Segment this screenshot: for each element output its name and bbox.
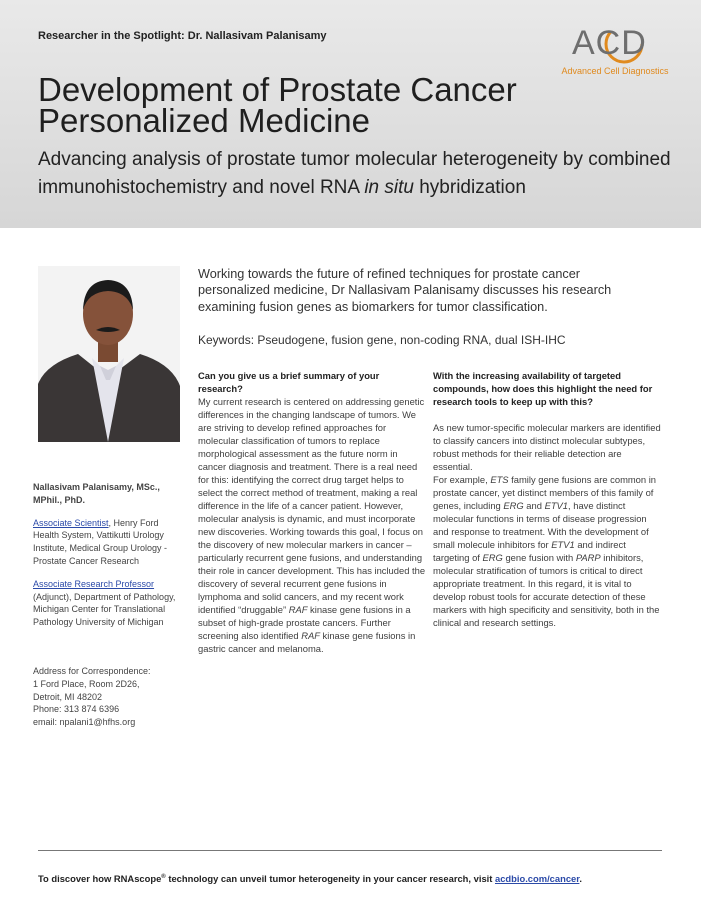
a2-part-b: family gene fusions are common in prostate cancer, yet distinct members of this family of genes, including	[433, 474, 657, 511]
role-1-link[interactable]: Associate Scientist	[33, 517, 109, 528]
address-label: Address for Correspondence:	[33, 665, 151, 676]
phone: Phone: 313 874 6396	[33, 704, 120, 715]
subtitle-pre: Advancing analysis of prostate tumor molecular heterogeneity by combined immunohistochemistry and novel RNA	[38, 149, 671, 198]
footer-mid: technology can unveil tumor heterogeneity in your cancer research, visit	[165, 873, 495, 884]
answer-1-part-3: kinase gene fusions in gastric cancer and melanoma.	[198, 630, 416, 654]
registered-mark: ®	[161, 873, 166, 880]
column-1	[198, 369, 426, 655]
subtitle-em: in situ	[364, 177, 414, 198]
address-line-1: 1 Ford Place, Room 2D26,	[33, 678, 140, 689]
question-1: Can you give us a brief summary of your research?	[198, 370, 380, 394]
author-role-1	[33, 517, 183, 568]
gene-ets: ETS	[490, 474, 509, 485]
question-2: With the increasing availability of targeted compounds, how does this highlight the need for research tools to keep up with this?	[433, 370, 653, 407]
acd-logo	[560, 22, 670, 82]
answer-1	[198, 395, 426, 655]
correspondence-address	[33, 665, 183, 729]
role-2-text: (Adjunct), Department of Pathology, Michigan Center for Translational Pathology University of Michigan	[33, 591, 176, 628]
gene-erg-1: ERG	[503, 500, 524, 511]
header-band	[0, 0, 701, 228]
keywords: Keywords: Pseudogene, fusion gene, non-coding RNA, dual ISH-IHC	[198, 333, 566, 347]
answer-2-para-2	[433, 473, 661, 629]
logo-text: Advanced Cell Diagnostics	[561, 66, 669, 76]
gene-erg-2: ERG	[482, 552, 503, 563]
answer-1-part-1: My current research is centered on addressing genetic differences in the changing landscape of tumors. We are striving to develop refined approaches for molecular classification of tumors to replace morphological assessment as the future norm in cancer diagnosis and treatment. There is a real need for this: identifying the correct drug target helps to select the correct method of treatment, making a real difference in the life of a cancer patient. However, molecular analysis is dynamic, and must incorporate new discoveries. Working towards this goal, I focus on the discovery of new molecular markers in cancer – particularly recurrent gene fusions, and understanding their role in cancer development. This has included the discovery of several recurrent gene fusions in lymphoma and solid cancers, and my recent work identified “druggable”	[198, 396, 426, 615]
a2-part-d: , have distinct molecular functions in terms of disease progression and response to treatment. With the development of small molecule inhibitors for	[433, 500, 649, 550]
researcher-photo	[38, 266, 180, 442]
a2-part-c: and	[523, 500, 545, 511]
a2-part-e: and indirect targeting of	[433, 539, 626, 563]
email: email: npalani1@hfhs.org	[33, 717, 136, 728]
a2-part-a: For example,	[433, 474, 491, 485]
title-line-2: Personalized Medicine	[38, 102, 371, 139]
author-name: Nallasivam Palanisamy, MSc., MPhil., PhD.	[33, 482, 160, 505]
spotlight-kicker: Researcher in the Spotlight: Dr. Nallasivam Palanisamy	[38, 30, 327, 42]
page-title	[38, 71, 658, 139]
title-line-1: Development of Prostate Cancer	[38, 71, 517, 108]
page-subtitle	[38, 146, 678, 202]
address-line-2: Detroit, MI 48202	[33, 691, 103, 702]
subtitle-post: hybridization	[413, 177, 526, 198]
author-role-2	[33, 578, 183, 629]
gene-parp: PARP	[575, 552, 601, 563]
intro-paragraph: Working towards the future of refined techniques for prostate cancer personalized medicine, Dr Nallasivam Palanisamy discusses his research examining fusion genes as biomarkers for tumor classification.	[198, 267, 612, 314]
gene-etv1-1: ETV1	[544, 500, 569, 511]
footer-divider	[38, 850, 662, 851]
a2-part-f: gene fusion with	[502, 552, 576, 563]
answer-2-para-1: As new tumor-specific molecular markers are identified to classify cancers into distinct molecular subtypes, robust methods for their reliable detection are essential.	[433, 422, 661, 472]
author-sidebar	[33, 481, 183, 729]
column-2	[433, 369, 661, 629]
footer-pre: To discover how RNAscope	[38, 873, 162, 884]
footer-cta	[38, 873, 582, 884]
role-1-text: , Henry Ford Health System, Vattikutti Urology Institute, Medical Group Urology - Prostate Cancer Research	[33, 517, 168, 566]
footer-end: .	[579, 873, 583, 884]
portrait-image	[38, 266, 180, 442]
a2-part-g: inhibitors, molecular stratification of tumors is critical to direct appropriate treatment. In this regard, it is vital to develop robust tools for accurate detection of these markers with high specificity and sensitivity, both in the clinical and research settings.	[433, 552, 660, 628]
gene-etv1-2: ETV1	[551, 539, 575, 550]
role-2-link[interactable]: Associate Research Professor	[33, 578, 155, 589]
gene-raf-2: RAF	[301, 630, 320, 641]
footer-link[interactable]: acdbio.com/cancer	[494, 873, 580, 884]
gene-raf-1: RAF	[288, 604, 308, 615]
answer-1-part-2: kinase gene fusions in a subset of high-grade prostate cancers. Further screening also identified	[198, 604, 411, 641]
logo-mark: ACD	[572, 24, 647, 62]
